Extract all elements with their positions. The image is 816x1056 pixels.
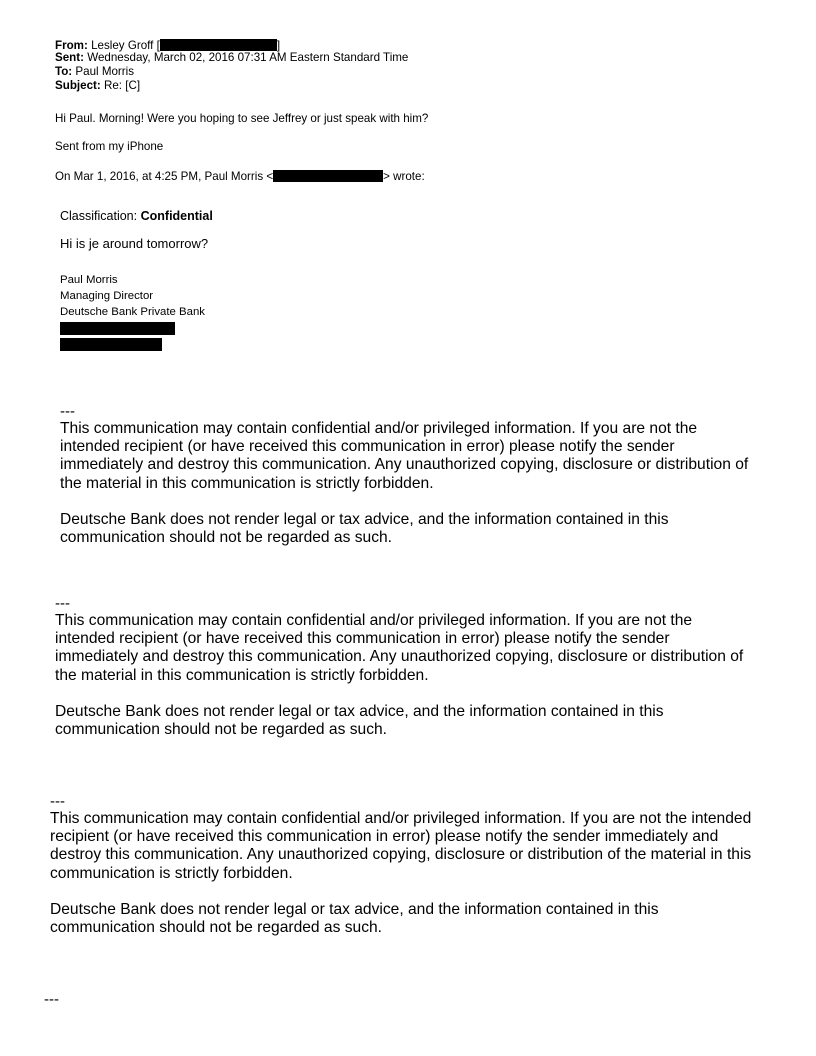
classification-line	[60, 209, 213, 223]
reply-signature: Sent from my iPhone	[55, 140, 164, 153]
sig-company: Deutsche Bank Private Bank	[60, 306, 205, 318]
quote-intro	[55, 168, 425, 184]
from-value: Lesley Groff [	[91, 39, 160, 52]
reply-body: Hi Paul. Morning! Were you hoping to see Jeffrey or just speak with him?	[55, 112, 429, 125]
disclaimer-para-1: This communication may contain confidential and/or privileged information. If you are not the intended recipient (or have received this communication in error) please notify the sender immediately and destroy this communication. Any unauthorized copying, disclosure or distribution of the material in this communication is strictly forbidden.	[60, 420, 749, 492]
disclaimer-para-2: Deutsche Bank does not render legal or tax advice, and the information contained in this communication should not be regarded as such.	[60, 510, 669, 547]
classification-label: Classification:	[60, 209, 138, 223]
disclaimer-dash: ---	[60, 403, 75, 420]
redaction-bar	[60, 322, 175, 335]
disclaimer-para-1: This communication may contain confidential and/or privileged information. If you are not the intended recipient (or have received this communication in error) please notify the sender immediately and destroy this communication. Any unauthorized copying, disclosure or distribution of the material in this communication is strictly forbidden.	[50, 810, 752, 882]
subject-line	[55, 79, 140, 93]
classification-value: Confidential	[140, 209, 213, 223]
quote-intro-after: > wrote:	[383, 170, 425, 183]
subject-label: Subject:	[55, 79, 101, 92]
sent-label: Sent:	[55, 51, 84, 64]
from-label: From:	[55, 39, 88, 52]
sent-value: Wednesday, March 02, 2016 07:31 AM Eastern Standard Time	[87, 51, 409, 64]
sig-name: Paul Morris	[60, 274, 118, 286]
quote-intro-before: On Mar 1, 2016, at 4:25 PM, Paul Morris <	[55, 170, 274, 183]
sent-line	[55, 51, 408, 65]
to-label: To:	[55, 65, 73, 78]
from-close: ]	[276, 39, 281, 52]
footer-dash: ---	[44, 991, 59, 1008]
redaction-bar	[160, 39, 277, 51]
disclaimer-para-1: This communication may contain confidential and/or privileged information. If you are not the intended recipient (or have received this communication in error) please notify the sender immediately and destroy this communication. Any unauthorized copying, disclosure or distribution of the material in this communication is strictly forbidden.	[55, 612, 744, 684]
disclaimer-dash: ---	[50, 793, 65, 810]
subject-value: Re: [C]	[103, 79, 141, 92]
sig-title: Managing Director	[60, 290, 154, 302]
original-body: Hi is je around tomorrow?	[60, 236, 209, 251]
to-value: Paul Morris	[75, 65, 135, 78]
disclaimer-para-2: Deutsche Bank does not render legal or tax advice, and the information contained in this communication should not be regarded as such.	[50, 900, 659, 937]
disclaimer-para-2: Deutsche Bank does not render legal or tax advice, and the information contained in this communication should not be regarded as such.	[55, 702, 664, 739]
redaction-bar	[60, 338, 162, 351]
disclaimer-block	[55, 596, 755, 739]
to-line	[55, 65, 134, 79]
disclaimer-block	[50, 794, 765, 937]
disclaimer-dash: ---	[55, 595, 70, 612]
redaction-bar	[273, 170, 383, 182]
disclaimer-block	[60, 404, 760, 547]
